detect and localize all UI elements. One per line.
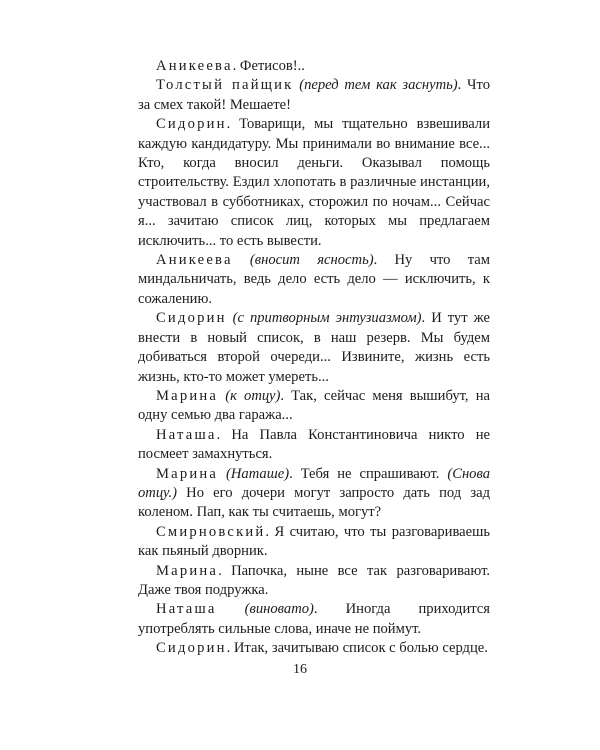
replica-text: Но его дочери могут запросто дать под зад коленом. Пап, как ты считаешь, могут?: [138, 484, 490, 521]
dialogue-paragraph: Сидорин. Товарищи, мы тщательно взвешивали каждую кандидатуру. Мы принимали во внимание все... Кто, когда вносил деньги. Оказывал помощь строительству. Ездил хлопотать в различные инстанции, участвовал в субботниках, сторожил по ночам... Сейчас я... зачитаю список лиц, которых мы предлагаем исключить... то есть вывести.: [138, 116, 491, 249]
stage-direction: (Наташе): [226, 465, 290, 482]
replica-text: Я считаю, что ты разговариваешь как пьяный дворник.: [138, 523, 491, 560]
replica-text: На Павла Константиновича никто не посмеет замахнуться.: [138, 426, 490, 463]
speaker-name: Марина: [156, 387, 219, 404]
replica-text: Что за смех такой! Мешаете!: [138, 77, 490, 113]
dialogue-paragraph: Аникеева. Фетисов!..: [156, 58, 305, 74]
speaker-name: Наташа: [156, 426, 217, 443]
dialogue-paragraph: Сидорин. Итак, зачитываю список с болью сердце.: [156, 640, 488, 657]
replica-text: Товарищи, мы тщательно взвешивали каждую кандидатуру. Мы принимали во внимание все... Кто, когда вносил деньги. Оказывал помощь строительству. Ездил хлопотать в различные инстанции, участвовал в субботниках, сторожил по ночам... Сейчас я... зачитаю список лиц, которых мы предлагаем исключить... то есть вывести.: [138, 116, 491, 249]
stage-direction: (к отцу): [225, 387, 281, 404]
dialogue-paragraph: Наташа. На Павла Константиновича никто не посмеет замахнуться.: [138, 426, 490, 463]
stage-direction: (вносит ясность): [249, 252, 374, 269]
speaker-name: Аникеева: [156, 58, 233, 74]
replica-text: Итак, зачитываю список с болью сердце.: [233, 640, 488, 657]
replica-text: Так, сейчас меня вышибут, на одну семью два гаража...: [138, 387, 490, 424]
stage-direction: (перед тем как заснуть): [299, 77, 458, 94]
page-number: 16: [293, 662, 307, 677]
dialogue-paragraph: Марина (к отцу). Так, сейчас меня вышибут, на одну семью два гаража...: [138, 387, 490, 424]
dialogue-paragraph: Марина. Папочка, ныне все так разговаривают. Даже твоя подружка.: [138, 562, 490, 598]
replica-text: Фетисов!..: [239, 58, 305, 74]
dialogue-paragraph: Толстый пайщик (перед тем как заснуть). Что за смех такой! Мешаете!: [138, 77, 490, 113]
speaker-name: Марина: [156, 465, 219, 482]
stage-direction: (виновато): [244, 601, 314, 618]
replica-text: Папочка, ныне все так разговаривают. Даже твоя подружка.: [138, 562, 490, 598]
replica-text: Иногда приходится употреблять сильные слова, иначе не поймут.: [138, 601, 490, 637]
speaker-name: Смирновский: [156, 523, 266, 540]
speaker-name: Сидорин: [156, 310, 227, 327]
speaker-name: Сидорин: [156, 640, 227, 657]
stage-direction: (Снова отцу.): [138, 465, 491, 501]
stage-direction: (с притворным энтузиазмом): [232, 310, 422, 327]
speaker-name: Толстый пайщик: [156, 77, 294, 94]
speaker-name: Наташа: [156, 601, 217, 618]
dialogue-paragraph: Аникеева (вносит ясность). Ну что там миндальничать, ведь дело есть дело — исключить, к сожалению.: [138, 252, 491, 307]
dialogue-paragraph: Смирновский. Я считаю, что ты разговариваешь как пьяный дворник.: [138, 523, 491, 560]
replica-text: Тебя не спрашивают.: [300, 465, 440, 482]
replica-text: Ну что там миндальничать, ведь дело есть дело — исключить, к сожалению.: [138, 252, 491, 307]
speaker-name: Марина: [156, 562, 219, 579]
speaker-name: Аникеева: [156, 252, 233, 269]
play-text: [138, 57, 490, 659]
dialogue-paragraph: Наташа (виновато). Иногда приходится употреблять сильные слова, иначе не поймут.: [138, 601, 490, 637]
replica-text: И тут же внести в новый список, в наш резерв. Мы будем добиваться второй очереди... Извините, жизнь есть жизнь, кто-то может умереть...: [138, 310, 490, 385]
dialogue-paragraph: Сидорин (с притворным энтузиазмом). И тут же внести в новый список, в наш резерв. Мы будем добиваться второй очереди... Извините, жизнь есть жизнь, кто-то может умереть...: [138, 310, 490, 385]
speaker-name: Сидорин: [156, 116, 227, 133]
dialogue-paragraph: Марина (Наташе). Тебя не спрашивают. (Снова отцу.) Но его дочери могут запросто дать под зад коленом. Пап, как ты считаешь, могут?: [138, 465, 491, 521]
